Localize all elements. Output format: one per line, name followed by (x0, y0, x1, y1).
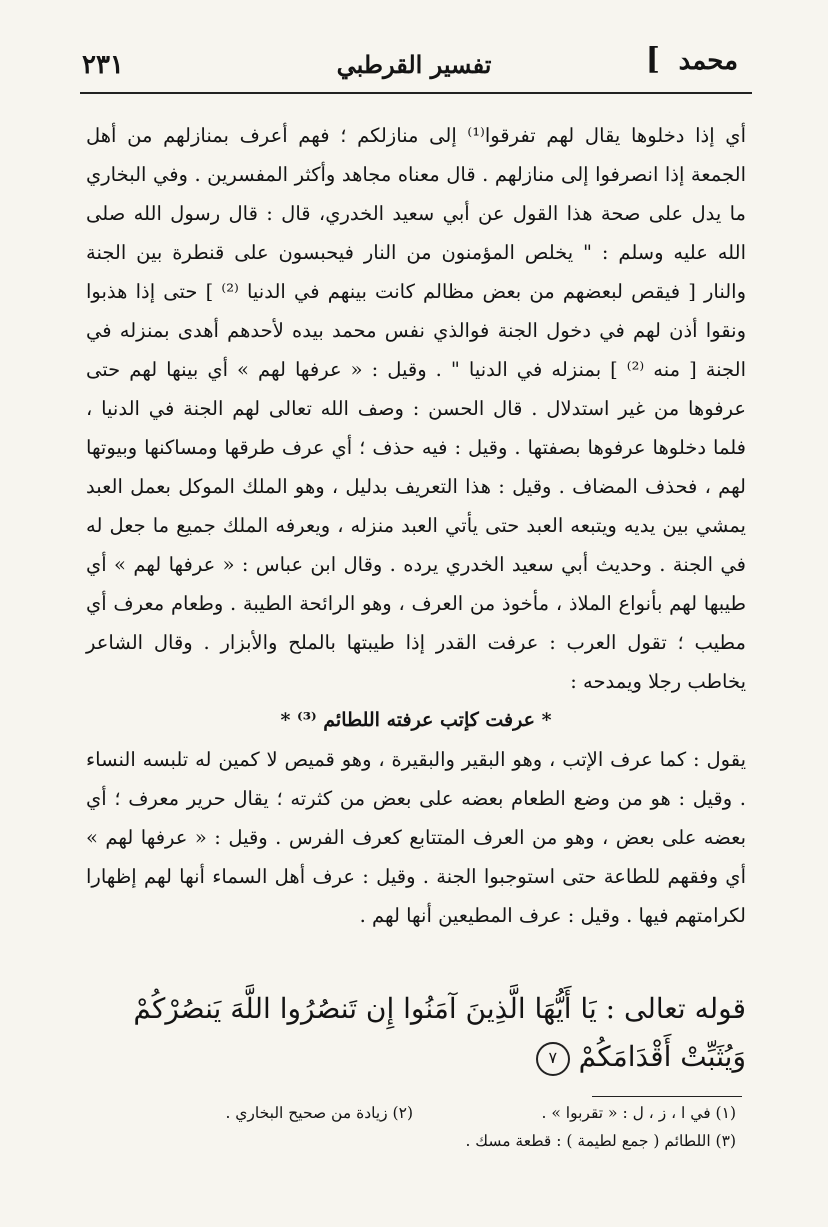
footnote-1: (١) في ا ، ز ، ل : « تقربوا » . (541, 1104, 736, 1122)
footnote-3: (٣) اللطائم ( جمع لطيمة ) : قطعة مسك . (465, 1132, 736, 1150)
quran-intro: قوله تعالى : (605, 992, 746, 1025)
ayah-number-marker: ٧ (536, 1042, 570, 1076)
footnote-2: (٢) زيادة من صحيح البخاري . (225, 1104, 413, 1122)
header-bracket: ] (645, 42, 660, 77)
header-divider (80, 92, 752, 94)
quran-text: يَا أَيُّهَا الَّذِينَ آمَنُوا إِن تَنصُرُوا اللَّهَ يَنصُرْكُمْ وَيُثَبِّتْ أَقْدَامَكُمْ (133, 992, 746, 1073)
header-page-number: ٢٣١ (82, 50, 124, 80)
footnote-divider (592, 1096, 742, 1097)
paragraph-2: يقول : كما عرف الإتب ، وهو البقير والبقيرة ، وهو قميص لا كمين له تلبسه النساء . وقيل : هو من وضع الطعام بعضه على بعض من كثرته ؛ يقال حرير معرف ؛ أي بعضه على بعض ، وهو من العرف المتتابع كعرف الفرس . وقيل : « عرفها لهم » أي وفقهم للطاعة حتى استوجبوا الجنة . وقيل : عرف أهل السماء أنها لهم إظهارا لكرامتهم فيها . وقيل : عرف المطيعين أنها لهم . (86, 748, 746, 927)
header-surah-name: محمد (678, 46, 738, 76)
poetry-verse: * عرفت كإتب عرفته اللطائم ⁽³⁾ * (280, 709, 552, 731)
paragraph-1: أي إذا دخلوها يقال لهم تفرقوا⁽¹⁾ إلى منازلكم ؛ فهم أعرف بمنازلهم من أهل الجمعة إذا انصرفوا إلى منازلهم . قال معناه مجاهد وأكثر المفسرين . وفي البخاري ما يدل على صحة هذا القول عن أبي سعيد الخدري، قال : قال رسول الله صلى الله عليه وسلم : " يخلص المؤمنون من النار فيحبسون على قنطرة بين الجنة والنار [ فيقص لبعضهم من بعض مظالم كانت بينهم في الدنيا ⁽²⁾ ] حتى إذا هذبوا ونقوا أذن لهم في دخول الجنة فوالذي نفس محمد بيده لأحدهم أهدى بمنزله في الجنة [ منه ⁽²⁾ ] بمنزله في الدنيا " . وقيل : « عرفها لهم » أي بينها لهم حتى عرفوها من غير استدلال . قال الحسن : وصف الله تعالى لهم الجنة في الدنيا ، فلما دخلوها عرفوها بصفتها . وقيل : فيه حذف ؛ أي عرف طرقها ومساكنها وبيوتها لهم ، فحذف المضاف . وقيل : هذا التعريف بدليل ، وهو الملك الموكل بعمل العبد يمشي بين يديه ويتبعه العبد حتى يأتي العبد منزله ، ويعرفه الملك جميع ما جعل له في الجنة . وحديث أبي سعيد الخدري يرده . وقال ابن عباس : « عرفها لهم » أي طيبها لهم بأنواع الملاذ ، مأخوذ من العرف ، وهو الرائحة الطيبة . وطعام معرف أي مطيب ؛ تقول العرب : عرفت القدر إذا طيبتها بالملح والأبزار . وقال الشاعر يخاطب رجلا ويمدحه : (86, 124, 746, 693)
header-book-title: تفسير القرطبي (336, 50, 492, 79)
commentary-body (86, 116, 746, 935)
quran-verse-block (86, 985, 746, 1081)
